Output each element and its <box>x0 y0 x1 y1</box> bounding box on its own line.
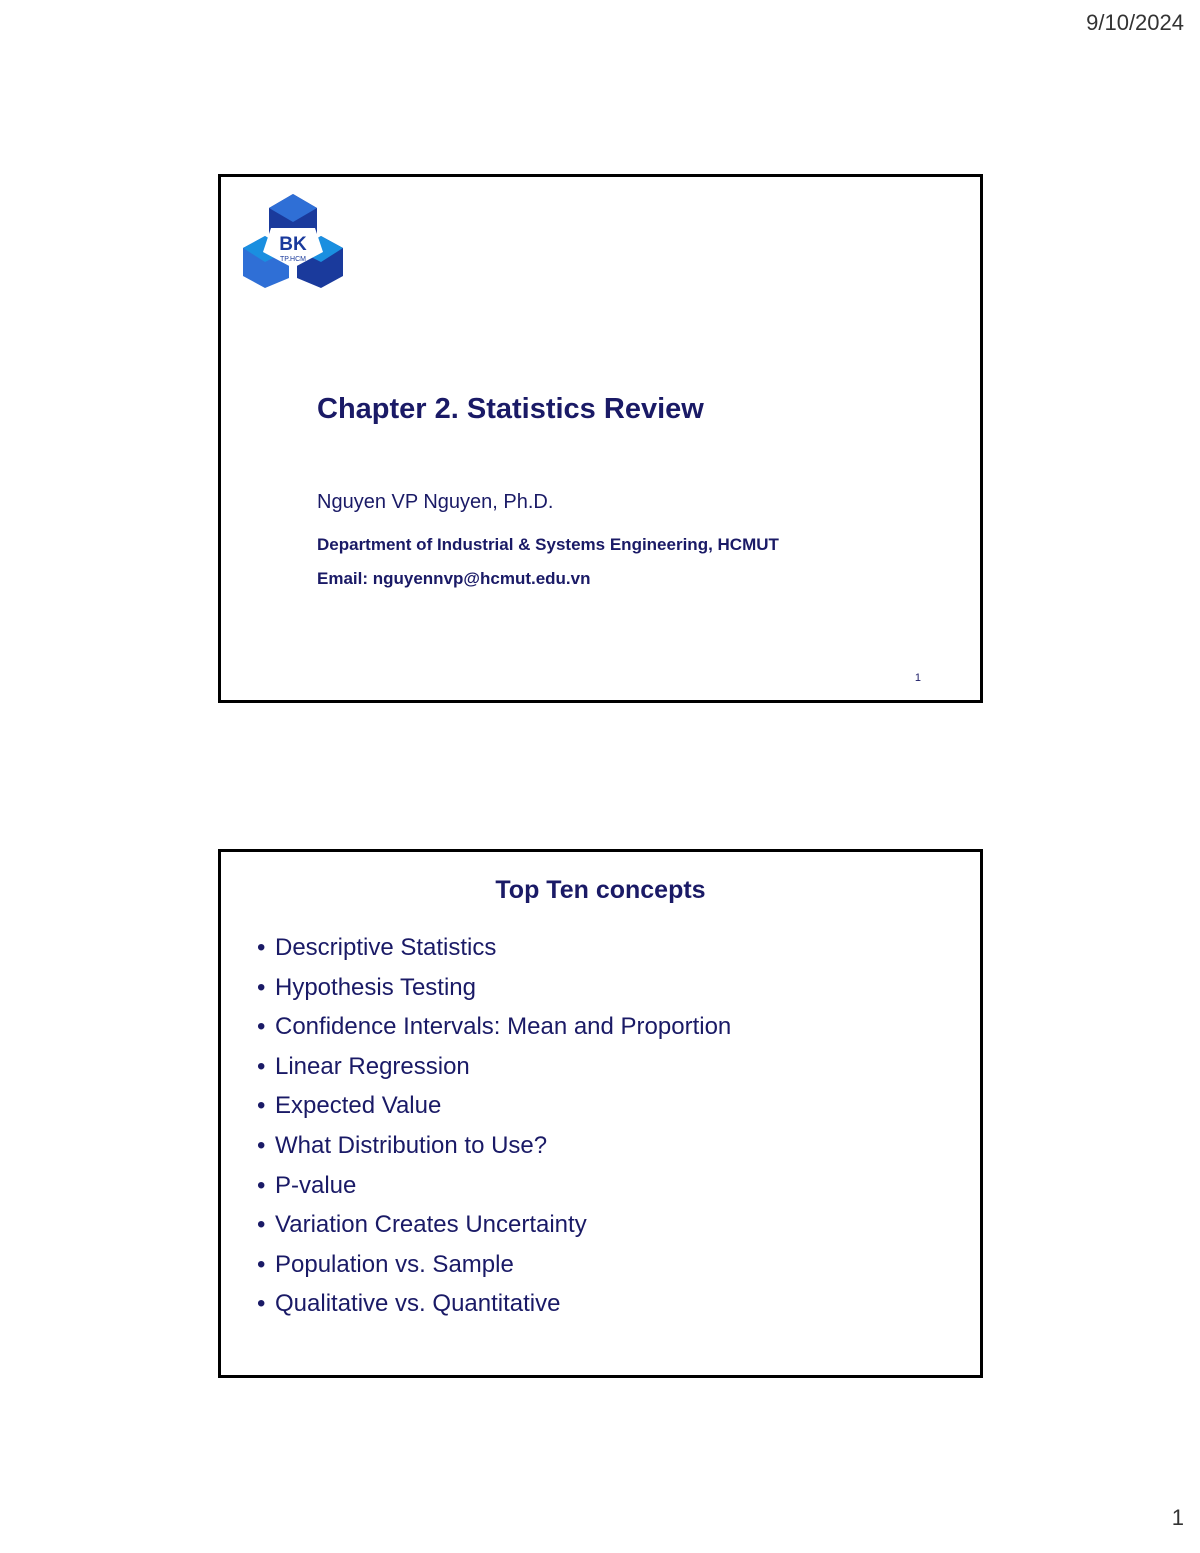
concept-list <box>257 928 731 1324</box>
list-item <box>257 1047 731 1087</box>
bullet-icon: • <box>257 1211 266 1239</box>
author-name: Nguyen VP Nguyen, Ph.D. <box>317 491 554 513</box>
list-item <box>257 1007 731 1047</box>
bullet-icon: • <box>257 973 266 1001</box>
bullet-icon: • <box>257 1052 266 1080</box>
list-item-text: Descriptive Statistics <box>275 934 497 961</box>
bullet-icon: • <box>257 934 266 961</box>
list-item-text: Expected Value <box>275 1092 442 1120</box>
slide-number: 1 <box>914 672 921 684</box>
list-item <box>257 928 731 968</box>
list-item <box>257 1284 731 1324</box>
list-item-text: Linear Regression <box>275 1052 470 1080</box>
logo-text: BK <box>279 234 307 255</box>
list-item-text: What Distribution to Use? <box>275 1131 548 1159</box>
list-item-text: Hypothesis Testing <box>275 973 476 1001</box>
bullet-icon: • <box>257 1092 266 1120</box>
list-item-text: Population vs. Sample <box>275 1250 514 1278</box>
bullet-icon: • <box>257 1171 266 1199</box>
slide-title: Chapter 2. Statistics Review <box>317 393 704 425</box>
list-item-text: Confidence Intervals: Mean and Proportion <box>275 1013 732 1041</box>
email: Email: nguyennvp@hcmut.edu.vn <box>317 569 591 588</box>
title-slide <box>218 174 983 703</box>
university-logo <box>241 192 345 288</box>
concepts-slide <box>218 849 983 1378</box>
logo-subtext: TP.HCM <box>280 256 306 263</box>
list-item <box>257 1245 731 1285</box>
list-item <box>257 968 731 1008</box>
bullet-icon: • <box>257 1290 266 1318</box>
list-item-text: P-value <box>275 1171 357 1199</box>
department: Department of Industrial & Systems Engineering, HCMUT <box>317 535 779 554</box>
list-item <box>257 1086 731 1126</box>
list-item <box>257 1205 731 1245</box>
list-item-text: Qualitative vs. Quantitative <box>275 1290 561 1318</box>
bullet-icon: • <box>257 1131 266 1159</box>
page-number: 1 <box>1171 1505 1184 1530</box>
slide-title: Top Ten concepts <box>495 876 706 904</box>
bullet-icon: • <box>257 1250 266 1278</box>
list-item-text: Variation Creates Uncertainty <box>275 1211 587 1239</box>
list-item <box>257 1126 731 1166</box>
bullet-icon: • <box>257 1013 266 1041</box>
page-date: 9/10/2024 <box>1086 10 1184 35</box>
list-item <box>257 1166 731 1206</box>
